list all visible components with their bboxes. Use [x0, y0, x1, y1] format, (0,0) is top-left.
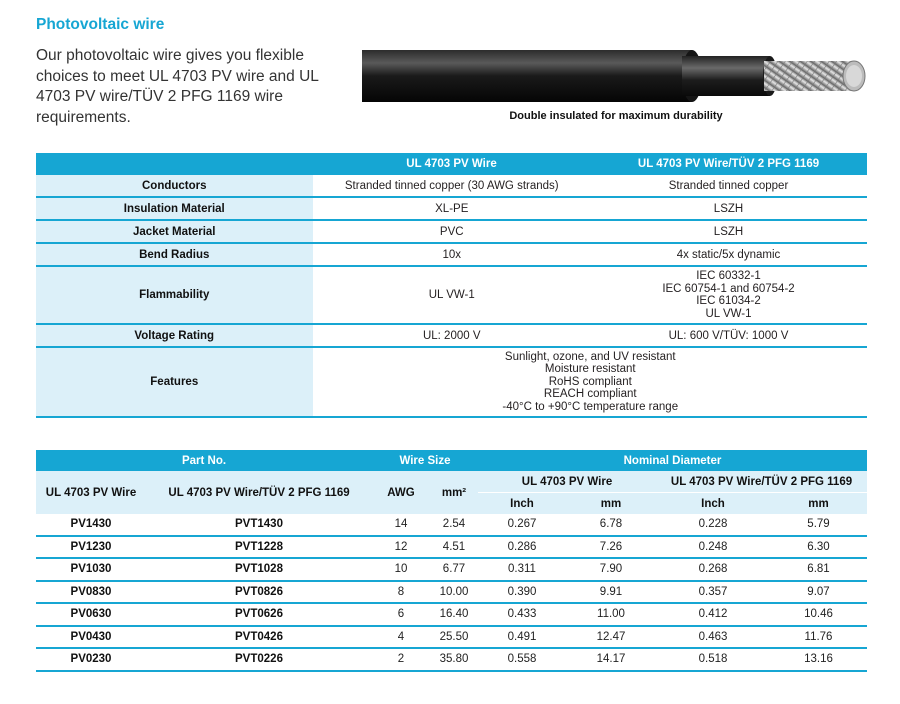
diam-tuv-inch: 0.357: [656, 581, 770, 604]
spec-label: Jacket Material: [36, 220, 313, 243]
parts-table: [36, 450, 867, 672]
awg-value: 6: [372, 603, 430, 626]
spec-label: Features: [36, 347, 313, 417]
image-caption: Double insulated for maximum durability: [509, 110, 723, 122]
header-diam-tuv: UL 4703 PV Wire/TÜV 2 PFG 1169: [656, 471, 867, 493]
spec-row: [36, 197, 867, 220]
part-ul-pv: PV0830: [36, 581, 146, 604]
awg-value: 4: [372, 626, 430, 649]
part-ul-pv: PV1230: [36, 536, 146, 559]
header-ul-tuv-wire: UL 4703 PV Wire/TÜV 2 PFG 1169: [146, 471, 372, 514]
spec-row: [36, 175, 867, 197]
table-row: [36, 558, 867, 581]
diam-ul-mm: 9.91: [566, 581, 656, 604]
spec-header-col1: UL 4703 PV Wire: [313, 153, 590, 175]
spec-row: [36, 266, 867, 324]
mm2-value: 10.00: [430, 581, 478, 604]
diam-ul-mm: 12.47: [566, 626, 656, 649]
diam-tuv-inch: 0.228: [656, 514, 770, 536]
spec-table: [36, 153, 867, 418]
diam-tuv-mm: 13.16: [770, 648, 867, 671]
diam-tuv-mm: 9.07: [770, 581, 867, 604]
table-row: [36, 648, 867, 671]
header-inch: Inch: [656, 493, 770, 515]
header-mm2: mm²: [430, 471, 478, 514]
part-ul-tuv: PVT0226: [146, 648, 372, 671]
parts-group-header-row: [36, 450, 867, 471]
wire-image: [362, 48, 874, 106]
spec-header-col2: UL 4703 PV Wire/TÜV 2 PFG 1169: [590, 153, 867, 175]
spec-value: LSZH: [590, 220, 867, 243]
header-ul-pv-wire: UL 4703 PV Wire: [36, 471, 146, 514]
spec-line: Sunlight, ozone, and UV resistant: [504, 350, 676, 363]
table-row: [36, 536, 867, 559]
part-ul-tuv: PVT0826: [146, 581, 372, 604]
diam-tuv-mm: 11.76: [770, 626, 867, 649]
spec-line: IEC 60332-1: [696, 270, 761, 282]
mm2-value: 6.77: [430, 558, 478, 581]
diam-ul-mm: 7.90: [566, 558, 656, 581]
header-part-no: Part No.: [36, 450, 372, 471]
diam-tuv-inch: 0.463: [656, 626, 770, 649]
spec-value: PVC: [313, 220, 590, 243]
diam-tuv-inch: 0.412: [656, 603, 770, 626]
part-ul-tuv: PVT0426: [146, 626, 372, 649]
spec-value: 10x: [313, 243, 590, 266]
spec-value: 4x static/5x dynamic: [590, 243, 867, 266]
spec-value-multiline: [590, 266, 867, 324]
header-inch: Inch: [478, 493, 566, 515]
diam-ul-inch: 0.558: [478, 648, 566, 671]
awg-value: 14: [372, 514, 430, 536]
table-row: [36, 626, 867, 649]
diam-ul-mm: 14.17: [566, 648, 656, 671]
mm2-value: 16.40: [430, 603, 478, 626]
spec-value: UL VW-1: [313, 266, 590, 324]
diam-tuv-mm: 6.81: [770, 558, 867, 581]
spec-value: UL: 2000 V: [313, 324, 590, 347]
part-ul-pv: PV0630: [36, 603, 146, 626]
spec-value: LSZH: [590, 197, 867, 220]
part-ul-tuv: PVT1228: [146, 536, 372, 559]
spec-line: IEC 60754-1 and 60754-2: [662, 282, 795, 295]
spec-value: XL-PE: [313, 197, 590, 220]
header-mm: mm: [566, 493, 656, 515]
spec-line: UL VW-1: [705, 307, 752, 320]
diam-ul-mm: 6.78: [566, 514, 656, 536]
part-ul-tuv: PVT1028: [146, 558, 372, 581]
spec-label: Conductors: [36, 175, 313, 197]
part-ul-tuv: PVT0626: [146, 603, 372, 626]
header-wire-size: Wire Size: [372, 450, 478, 471]
header-nominal-diameter: Nominal Diameter: [478, 450, 867, 471]
spec-line: RoHS compliant: [548, 375, 632, 388]
parts-subheader-row: [36, 471, 867, 493]
spec-line: IEC 61034-2: [696, 295, 761, 307]
spec-value: Stranded tinned copper (30 AWG strands): [313, 175, 590, 197]
spec-row: [36, 220, 867, 243]
intro-paragraph: Our photovoltaic wire gives you flexible choices to meet UL 4703 PV wire and UL 4703 PV wire/TÜV 2 PFG 1169 wire requirements.: [36, 47, 319, 126]
spec-line: -40°C to +90°C temperature range: [502, 400, 679, 413]
spec-label: Insulation Material: [36, 197, 313, 220]
header-diam-ul: UL 4703 PV Wire: [478, 471, 656, 493]
awg-value: 10: [372, 558, 430, 581]
diam-ul-inch: 0.390: [478, 581, 566, 604]
part-ul-pv: PV0430: [36, 626, 146, 649]
spec-row: [36, 347, 867, 417]
header-mm: mm: [770, 493, 867, 515]
diam-ul-inch: 0.491: [478, 626, 566, 649]
part-ul-tuv: PVT1430: [146, 514, 372, 536]
diam-tuv-mm: 6.30: [770, 536, 867, 559]
part-ul-pv: PV1430: [36, 514, 146, 536]
part-ul-pv: PV0230: [36, 648, 146, 671]
diam-tuv-inch: 0.268: [656, 558, 770, 581]
diam-ul-inch: 0.286: [478, 536, 566, 559]
part-ul-pv: PV1030: [36, 558, 146, 581]
spec-line: Moisture resistant: [544, 363, 636, 376]
page-title: Photovoltaic wire: [36, 16, 165, 33]
table-row: [36, 603, 867, 626]
diam-tuv-mm: 10.46: [770, 603, 867, 626]
diam-ul-mm: 11.00: [566, 603, 656, 626]
awg-value: 8: [372, 581, 430, 604]
diam-ul-inch: 0.433: [478, 603, 566, 626]
spec-header-blank: [36, 153, 313, 175]
spec-label: Flammability: [36, 266, 313, 324]
awg-value: 12: [372, 536, 430, 559]
spec-row: [36, 324, 867, 347]
table-row: [36, 581, 867, 604]
table-row: [36, 514, 867, 536]
diam-tuv-mm: 5.79: [770, 514, 867, 536]
spec-label: Bend Radius: [36, 243, 313, 266]
diam-ul-mm: 7.26: [566, 536, 656, 559]
spec-label: Voltage Rating: [36, 324, 313, 347]
spec-value: UL: 600 V/TÜV: 1000 V: [590, 324, 867, 347]
diam-tuv-inch: 0.248: [656, 536, 770, 559]
mm2-value: 25.50: [430, 626, 478, 649]
spec-header-row: [36, 153, 867, 175]
spec-row: [36, 243, 867, 266]
diam-ul-inch: 0.267: [478, 514, 566, 536]
spec-value: Stranded tinned copper: [590, 175, 867, 197]
awg-value: 2: [372, 648, 430, 671]
spec-value-multiline: [313, 347, 867, 417]
mm2-value: 35.80: [430, 648, 478, 671]
diam-ul-inch: 0.311: [478, 558, 566, 581]
mm2-value: 2.54: [430, 514, 478, 536]
diam-tuv-inch: 0.518: [656, 648, 770, 671]
mm2-value: 4.51: [430, 536, 478, 559]
spec-line: REACH compliant: [543, 388, 637, 401]
header-awg: AWG: [372, 471, 430, 514]
